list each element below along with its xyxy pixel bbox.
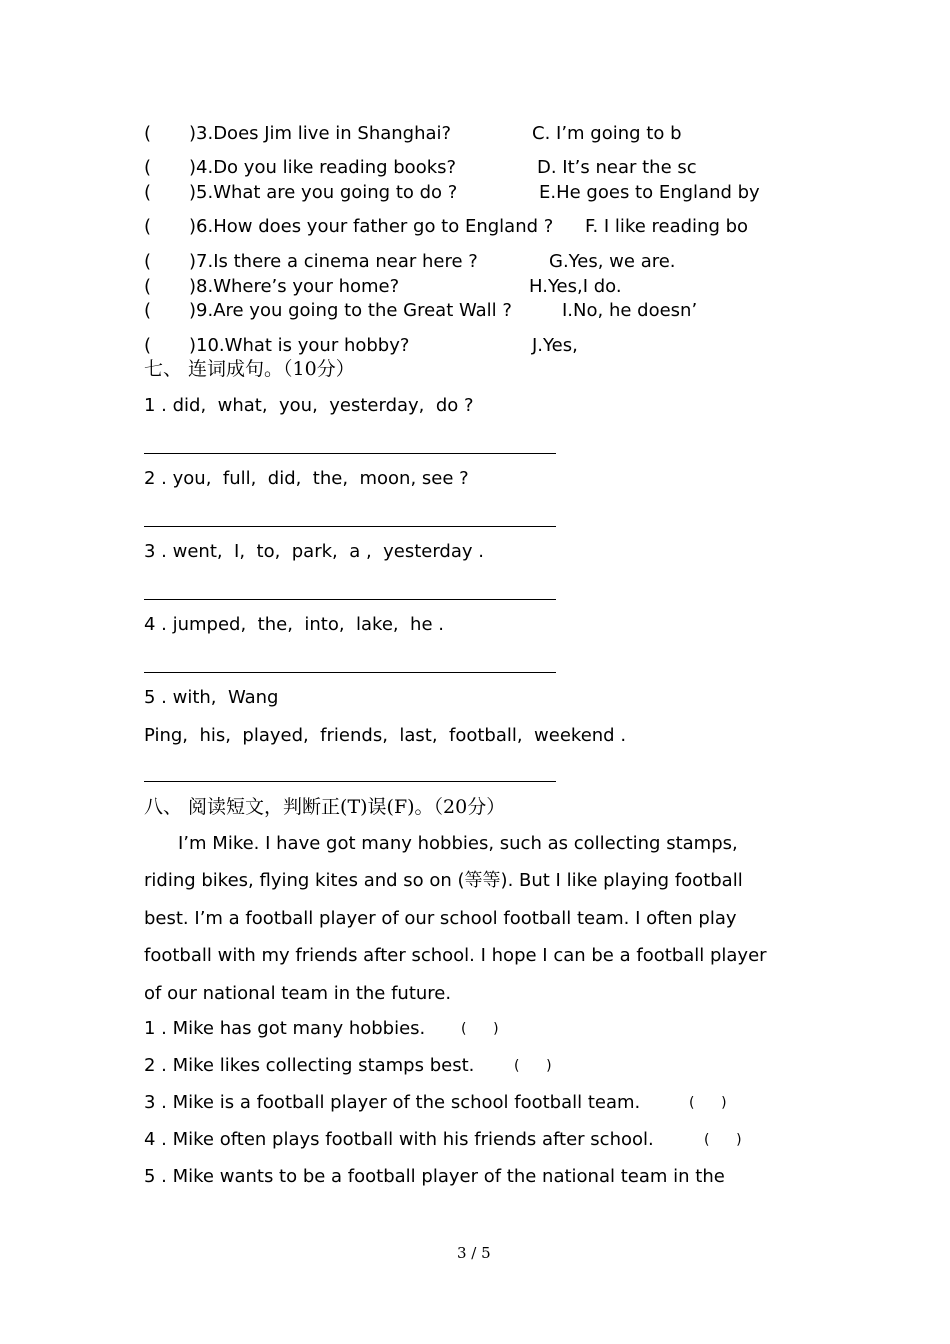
statement-text: 4 . Mike often plays football with his friends after school.: [144, 1129, 654, 1150]
answer-blank[interactable]: ( ): [689, 1095, 727, 1111]
answer-paren: (: [144, 300, 152, 321]
question-text: )10.What is your hobby?: [189, 335, 410, 356]
page-number: 3 / 5: [457, 1244, 491, 1262]
answer-line[interactable]: [144, 781, 556, 782]
answer-line[interactable]: [144, 599, 556, 600]
answer-paren: (: [144, 123, 152, 144]
answer-blank[interactable]: ( ): [514, 1058, 552, 1074]
question-text: )6.How does your father go to England ?: [189, 216, 554, 237]
question-text: 1 . did, what, you, yesterday, do ?: [144, 395, 474, 416]
option-text: C. I’m going to b: [532, 123, 682, 144]
statement-text: 1 . Mike has got many hobbies.: [144, 1018, 426, 1039]
question-text: 3 . went, I, to, park, a , yesterday .: [144, 541, 484, 562]
answer-line[interactable]: [144, 453, 556, 454]
answer-paren: (: [144, 157, 152, 178]
option-text: F. I like reading bo: [585, 216, 749, 237]
section-heading: 八、 阅读短文，判断正(T)误(F)。（20分）: [144, 796, 506, 818]
answer-paren: (: [144, 251, 152, 272]
passage-line: football with my friends after school. I hope I can be a football player: [144, 945, 767, 966]
option-text: G.Yes, we are.: [549, 251, 676, 272]
statement-text: 3 . Mike is a football player of the school football team.: [144, 1092, 641, 1113]
section-heading: 七、 连词成句。（10分）: [144, 358, 355, 380]
question-text: )4.Do you like reading books?: [189, 157, 457, 178]
option-text: J.Yes,: [532, 335, 578, 356]
answer-blank[interactable]: ( ): [461, 1021, 499, 1037]
option-text: I.No, he doesn’: [562, 300, 698, 321]
answer-paren: (: [144, 182, 152, 203]
option-text: E.He goes to England by: [539, 182, 760, 203]
answer-blank[interactable]: ( ): [704, 1132, 742, 1148]
statement-text: 2 . Mike likes collecting stamps best.: [144, 1055, 475, 1076]
passage-line: best. I’m a football player of our school football team. I often play: [144, 908, 737, 929]
question-text: )9.Are you going to the Great Wall ?: [189, 300, 512, 321]
passage-line: of our national team in the future.: [144, 983, 452, 1004]
question-text-continued: Ping, his, played, friends, last, football, weekend .: [144, 725, 627, 746]
statement-text: 5 . Mike wants to be a football player of the national team in the: [144, 1166, 725, 1187]
question-text: 4 . jumped, the, into, lake, he .: [144, 614, 444, 635]
answer-line[interactable]: [144, 526, 556, 527]
question-text: 2 . you, full, did, the, moon, see ?: [144, 468, 469, 489]
answer-paren: (: [144, 216, 152, 237]
answer-paren: (: [144, 335, 152, 356]
question-text: 5 . with, Wang: [144, 687, 279, 708]
question-text: )8.Where’s your home?: [189, 276, 400, 297]
option-text: H.Yes,I do.: [529, 276, 622, 297]
question-text: )3.Does Jim live in Shanghai?: [189, 123, 452, 144]
passage-line: I’m Mike. I have got many hobbies, such as collecting stamps,: [178, 833, 738, 854]
option-text: D. It’s near the sc: [537, 157, 697, 178]
passage-line: riding bikes, flying kites and so on (等等). But I like playing football: [144, 870, 743, 891]
answer-paren: (: [144, 276, 152, 297]
answer-line[interactable]: [144, 672, 556, 673]
question-text: )5.What are you going to do ?: [189, 182, 458, 203]
question-text: )7.Is there a cinema near here ?: [189, 251, 478, 272]
